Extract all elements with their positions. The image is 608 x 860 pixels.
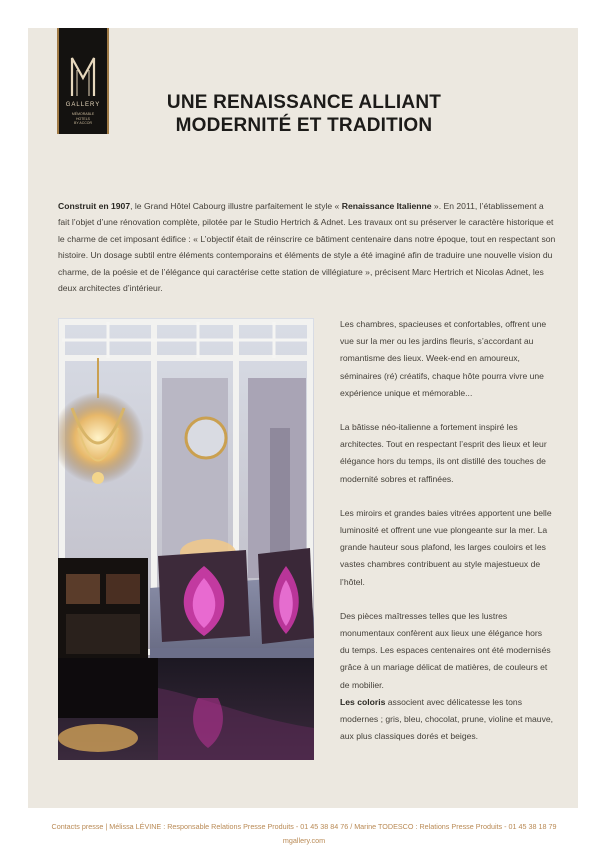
paragraph-colors: Les coloris associent avec délicatesse les tons modernes ; gris, bleu, chocolat, prune, violine et mauve, aux plus classiques dorés et beiges.	[340, 696, 554, 742]
intro-lead: Construit en 1907	[58, 201, 131, 211]
website-link[interactable]: mgallery.com	[282, 836, 326, 845]
cushion-left	[158, 550, 250, 642]
paragraph-mirrors: Les miroirs et grandes baies vitrées apportent une belle luminosité et offrent une vue plongeante sur la mer. La grande hauteur sous plafond, les larges couloirs et les vastes chambres contribuent au style majestueux de l’hôtel.	[340, 507, 552, 587]
paragraph-chandeliers: Des pièces maîtresses telles que les lustres monumentaux confèrent aux lieux une élégance hors du temps. Les espaces centenaires ont été modernisés grâce à un mariage délicat de matières, de couleurs et de mobilier.	[340, 610, 551, 690]
intro-style-name: Renaissance Italienne	[341, 201, 432, 211]
colors-lead: Les coloris	[340, 696, 386, 707]
mgallery-logo	[57, 28, 109, 134]
press-footer	[0, 820, 608, 848]
title-line-2: MODERNITÉ ET TRADITION	[175, 115, 433, 136]
paragraph-architecture: La bâtisse néo-italienne a fortement inspiré les architectes. Tout en respectant l’esprit des lieux et leur élégance hors du temps, ils ont distillé des touches de modernité sobres et raffinées.	[340, 422, 547, 484]
body-text-column	[340, 316, 554, 762]
paragraph-rooms: Les chambres, spacieuses et confortables, offrent une vue sur la mer ou les jardins fleuris, s’accordant au romantisme des lieux. Week-end en amoureux, séminaires (ré) créatifs, chaque hôte pourra vivre une expérience unique et mémorable...	[340, 319, 547, 398]
hotel-interior-photo	[58, 318, 314, 760]
title-line-1: UNE RENAISSANCE ALLIANT	[166, 92, 442, 113]
lounge-illustration	[58, 318, 314, 760]
cushion-right	[258, 548, 314, 644]
intro-paragraph: Construit en 1907, le Grand Hôtel Cabourg illustre parfaitement le style « Renaissance Italienne ». En 2011, l’établissement a fait l’objet d’une rénovation complète, pilotée par le Studio Hertrich & Adnet. Les travaux ont su préserver le caractère historique et le charme de cet imposant édifice : « L’objectif était de réinscrire ce bâtiment centenaire dans notre époque, tout en respectant son histoire. Un dosage subtil entre éléments contemporains et éléments de style a été imaginé afin de traduire une nouvelle vision du charme, de la poésie et de l’élégance qui caractérise cette station de villégiature », précisent Marc Hertrich et Nicolas Adnet, les deux architectes d’intérieur.	[58, 201, 556, 294]
page-title	[130, 91, 478, 137]
logo-wordmark: GALLERY	[65, 102, 101, 108]
press-contacts: Contacts presse | Mélissa LÉVINE : Responsable Relations Presse Produits - 01 45 38 84 76 / Marine TODESCO : Relations Presse Produits - 01 45 38 18 79	[51, 822, 557, 831]
m-monogram-icon	[69, 54, 97, 98]
logo-tagline: MÉMORABLE HOTELS BY ACCOR	[71, 112, 95, 125]
